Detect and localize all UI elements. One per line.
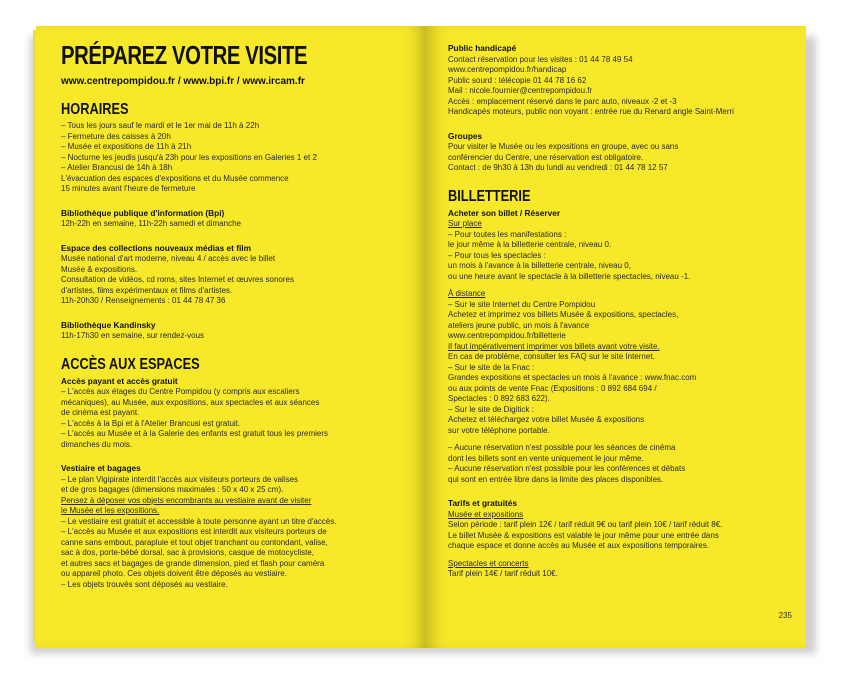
text-line: Contact : de 9h30 à 13h du lundi au vendredi : 01 44 78 12 57 [448,163,668,172]
text-line: – Nocturne les jeudis jusqu'à 23h pour les expositions en Galeries 1 et 2 [61,152,317,162]
text-line: Handicapés moteurs, public non voyant : entrée rue du Renard angle Saint-Merri [448,107,734,116]
text-line: – L'accès à la Bpi et à l'Atelier Brancusi est gratuit. [61,418,241,428]
text-line: 15 minutes avant l'heure de fermeture [61,184,196,193]
acces-sub-title: Accès payant et accès gratuit [61,375,178,386]
text-line: Achetez et imprimez vos billets Musée & expositions, spectacles, [448,310,679,319]
page-number: 235 [778,611,792,620]
text-line: Musée & expositions. [61,264,138,274]
handicap-title: Public handicapé [448,43,517,53]
text-line: et de gros bagages (dimensions maximales : 50 x 40 x 25 cm). [61,485,284,494]
text-line: mécaniques), au Musée, aux expositions, aux spectacles et aux séances [61,397,320,407]
text-line: – Aucune réservation n'est possible pour les conférences et débats [448,464,686,473]
text-line: – Fermeture des caisses à 20h [61,131,171,141]
text-line: Grandes expositions et spectacles un mois à l'avance : www.fnac.com [448,373,697,382]
text-line: 12h-22h en semaine, 11h-22h samedi et dimanche [61,219,241,228]
vestiaire-title: Vestiaire et bagages [61,463,141,473]
text-line: – Pour tous les spectacles : [448,250,546,260]
left-page [36,26,426,648]
tarifs-title: Tarifs et gratuités [448,498,518,508]
bpi-title: Bibliothèque publique d'information (Bpi) [61,207,225,218]
underlined-note: Pensez à déposer vos objets encombrants au vestiaire avant de visiter [61,495,312,505]
text-line: En cas de problème, consulter les FAQ sur le site Internet. [448,352,655,361]
text-line: – Le plan Vigipirate interdit l'accès aux visiteurs porteurs de valises [61,474,299,484]
left-page-content [61,40,406,590]
acces-heading: ACCÈS AUX ESPACES [61,355,200,373]
horaires-heading: HORAIRES [61,101,129,118]
text-line: – L'accès au Musée et aux expositions est interdit aux visiteurs porteurs de [61,527,327,536]
text-line: Accès : emplacement réservé dans le parc auto, niveaux -2 et -3 [448,96,677,106]
text-line: sac à dos, porte-bébé dorsal, sac à provisions, casque de motocycliste, [61,548,315,557]
media-title: Espace des collections nouveaux médias et film [61,242,251,253]
text-line: – Pour toutes les manifestations : [448,229,567,239]
text-line: 11h-20h30 / Renseignements : 01 44 78 47 36 [61,296,226,305]
musee-expo-label: Musée et expositions [448,509,524,519]
acheter-title: Acheter son billet / Réserver [448,207,561,218]
text-line: chaque espace et donne accès au Musée et aux expositions temporaires. [448,541,710,550]
text-line: Tarif plein 14€ / tarif réduit 10€. [448,569,558,578]
spectacles-label: Spectacles et concerts [448,558,529,568]
text-line: conférencier du Centre, une réservation est obligatoire. [448,152,644,162]
text-line: L'évacuation des espaces d'expositions et du Musée commence [61,173,289,183]
text-line: qui sont en entrée libre dans la limite des places disponibles. [448,474,664,484]
a-distance-label: À distance [448,289,486,298]
text-line: Le billet Musée & expositions est valable le jour même pour une entrée dans [448,530,719,540]
text-line: – L'accès aux étages du Centre Pompidou (y compris aux escaliers [61,387,300,396]
text-line: – Sur le site de Digitick : [448,404,534,414]
text-line: 11h-17h30 en semaine, sur rendez-vous [61,331,205,340]
text-line: Public sourd : télécopie 01 44 78 16 62 [448,75,587,85]
text-line: Achetez et téléchargez votre billet Musée & expositions [448,415,645,424]
text-line: – Sur le site de la Fnac : [448,362,535,372]
text-line: – L'accès au Musée et à la Galerie des enfants est gratuit tous les premiers [61,429,328,438]
text-line: – Sur le site Internet du Centre Pompidou [448,299,596,309]
text-line: ou une heure avant le spectacle à la billetterie spectacles, niveau -1. [448,271,691,281]
groupes-title: Groupes [448,130,483,141]
text-line: – Musée et expositions de 11h à 21h [61,142,192,151]
text-line: – Les objets trouvés sont déposés au vestiaire. [61,579,228,589]
horaires-lines [61,121,406,195]
text-line: – Tous les jours sauf le mardi et le 1er mai de 11h à 22h [61,121,260,130]
text-line: www.centrepompidou.fr/billetterie [448,331,566,340]
text-line: de cinéma est payant. [61,408,140,417]
text-line: ou aux points de vente Fnac (Expositions : 0 892 684 694 / [448,383,657,393]
text-line: www.centrepompidou.fr/handicap [448,65,567,74]
text-line: – Aucune réservation n'est possible pour les séances de cinéma [448,443,676,452]
text-line: Musée national d'art moderne, niveau 4 / accès avec le billet [61,254,276,263]
right-page [426,26,806,648]
right-page-content [448,43,793,580]
website-urls: www.centrepompidou.fr / www.bpi.fr / www.ircam.fr [61,76,305,87]
text-line: un mois à l'avance à la billetterie centrale, niveau 0, [448,261,631,270]
text-line: Contact réservation pour les visites : 01 44 78 49 54 [448,54,633,64]
underlined-note: Il faut impérativement imprimer vos billets avant votre visite. [448,341,660,351]
sur-place-label: Sur place [448,219,482,228]
page-title: PRÉPAREZ VOTRE VISITE [61,40,308,70]
text-line: ateliers jeune public, un mois à l'avance [448,320,590,330]
kandinsky-title: Bibliothèque Kandinsky [61,319,156,330]
text-line: d'artistes, films expérimentaux et films d'artistes. [61,285,233,295]
text-line: Spectacles : 0 892 683 622). [448,394,550,403]
text-line: ou appareil photo. Ces objets doivent être déposés au vestiaire. [61,569,287,578]
billetterie-heading: BILLETTERIE [448,187,531,205]
text-line: sur votre téléphone portable. [448,425,550,435]
text-line: le jour même à la billetterie centrale, niveau 0. [448,240,612,249]
text-line: – Le vestiaire est gratuit et accessible à toute personne ayant un titre d'accès. [61,516,337,526]
underlined-note: le Musée et les expositions. [61,506,160,515]
text-line: Pour visiter le Musée ou les expositions en groupe, avec ou sans [448,142,679,151]
text-line: Consultation de vidéos, cd roms, sites Internet et œuvres sonores [61,275,294,284]
text-line: Selon période : tarif plein 12€ / tarif réduit 9€ ou tarif plein 10€ / tarif réduit 8€. [448,520,723,529]
text-line: canne sans embout, parapluie et tout objet tranchant ou contondant, valise, [61,537,328,547]
text-line: dimanches du mois. [61,439,133,449]
text-line: Mail : nicole.fournier@centrepompidou.fr [448,86,593,95]
text-line: et autres sacs et bagages de grande dimension, pied et flash pour caméra [61,558,325,568]
text-line: dont les billets sont en vente uniquement le jour même. [448,453,644,463]
text-line: – Atelier Brancusi de 14h à 18h [61,163,173,172]
